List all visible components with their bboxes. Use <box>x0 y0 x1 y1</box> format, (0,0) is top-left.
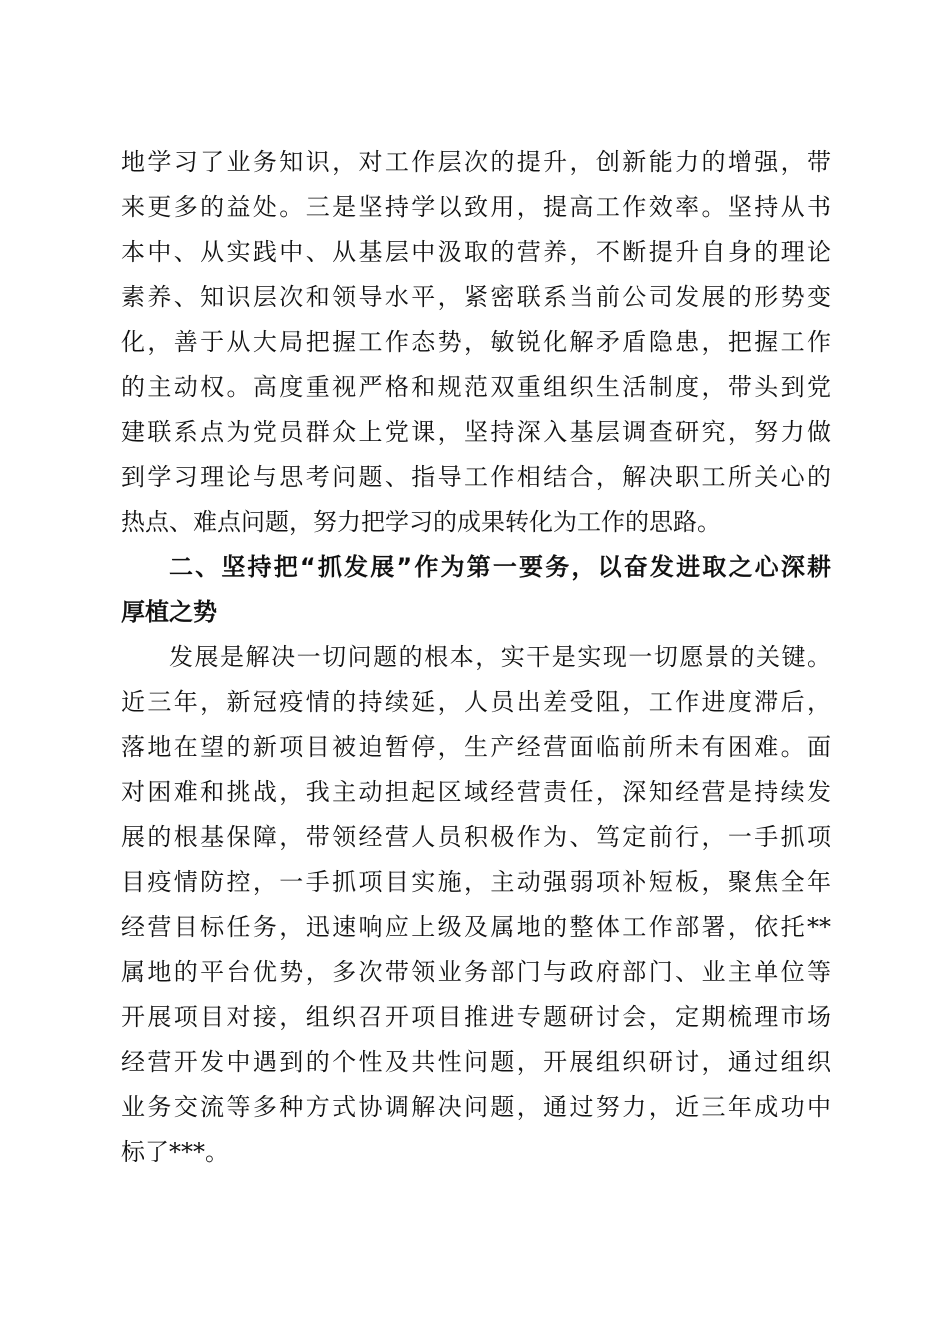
paragraph-line: 地学习了业务知识，对工作层次的提升，创新能力的增强，带 <box>121 148 831 176</box>
paragraph-line: 开展项目对接，组织召开项目推进专题研讨会，定期梳理市场 <box>121 1003 831 1031</box>
paragraph-line: 来更多的益处。三是坚持学以致用，提高工作效率。坚持从书 <box>121 193 831 221</box>
paragraph-line: 热点、难点问题，努力把学习的成果转化为工作的思路。 <box>121 508 721 536</box>
paragraph-line: 化，善于从大局把握工作态势，敏锐化解矛盾隐患，把握工作 <box>121 328 831 356</box>
section-heading-line: 二、坚持把“抓发展”作为第一要务，以奋发进取之心深耕 <box>169 553 831 581</box>
paragraph-line: 素养、知识层次和领导水平，紧密联系当前公司发展的形势变 <box>121 283 831 311</box>
paragraph-line: 建联系点为党员群众上党课，坚持深入基层调查研究，努力做 <box>121 418 831 446</box>
paragraph-line: 经营目标任务，迅速响应上级及属地的整体工作部署，依托** <box>121 913 831 941</box>
paragraph-line: 到学习理论与思考问题、指导工作相结合，解决职工所关心的 <box>121 463 831 491</box>
paragraph-line: 业务交流等多种方式协调解决问题，通过努力，近三年成功中 <box>121 1093 831 1121</box>
paragraph-line: 近三年，新冠疫情的持续延，人员出差受阻，工作进度滞后， <box>121 688 831 716</box>
paragraph-line: 本中、从实践中、从基层中汲取的营养，不断提升自身的理论 <box>121 238 831 266</box>
paragraph-line: 属地的平台优势，多次带领业务部门与政府部门、业主单位等 <box>121 958 831 986</box>
section-heading-line: 厚植之势 <box>121 598 217 626</box>
paragraph-line: 落地在望的新项目被迫暂停，生产经营面临前所未有困难。面 <box>121 733 831 761</box>
paragraph-line: 标了***。 <box>121 1138 229 1166</box>
paragraph-line: 发展是解决一切问题的根本，实干是实现一切愿景的关键。 <box>169 643 831 671</box>
paragraph-line: 对困难和挑战，我主动担起区域经营责任，深知经营是持续发 <box>121 778 831 806</box>
paragraph-line: 目疫情防控，一手抓项目实施，主动强弱项补短板，聚焦全年 <box>121 868 831 896</box>
paragraph-line: 经营开发中遇到的个性及共性问题，开展组织研讨，通过组织 <box>121 1048 831 1076</box>
paragraph-line: 展的根基保障，带领经营人员积极作为、笃定前行，一手抓项 <box>121 823 831 851</box>
paragraph-line: 的主动权。高度重视严格和规范双重组织生活制度，带头到党 <box>121 373 831 401</box>
